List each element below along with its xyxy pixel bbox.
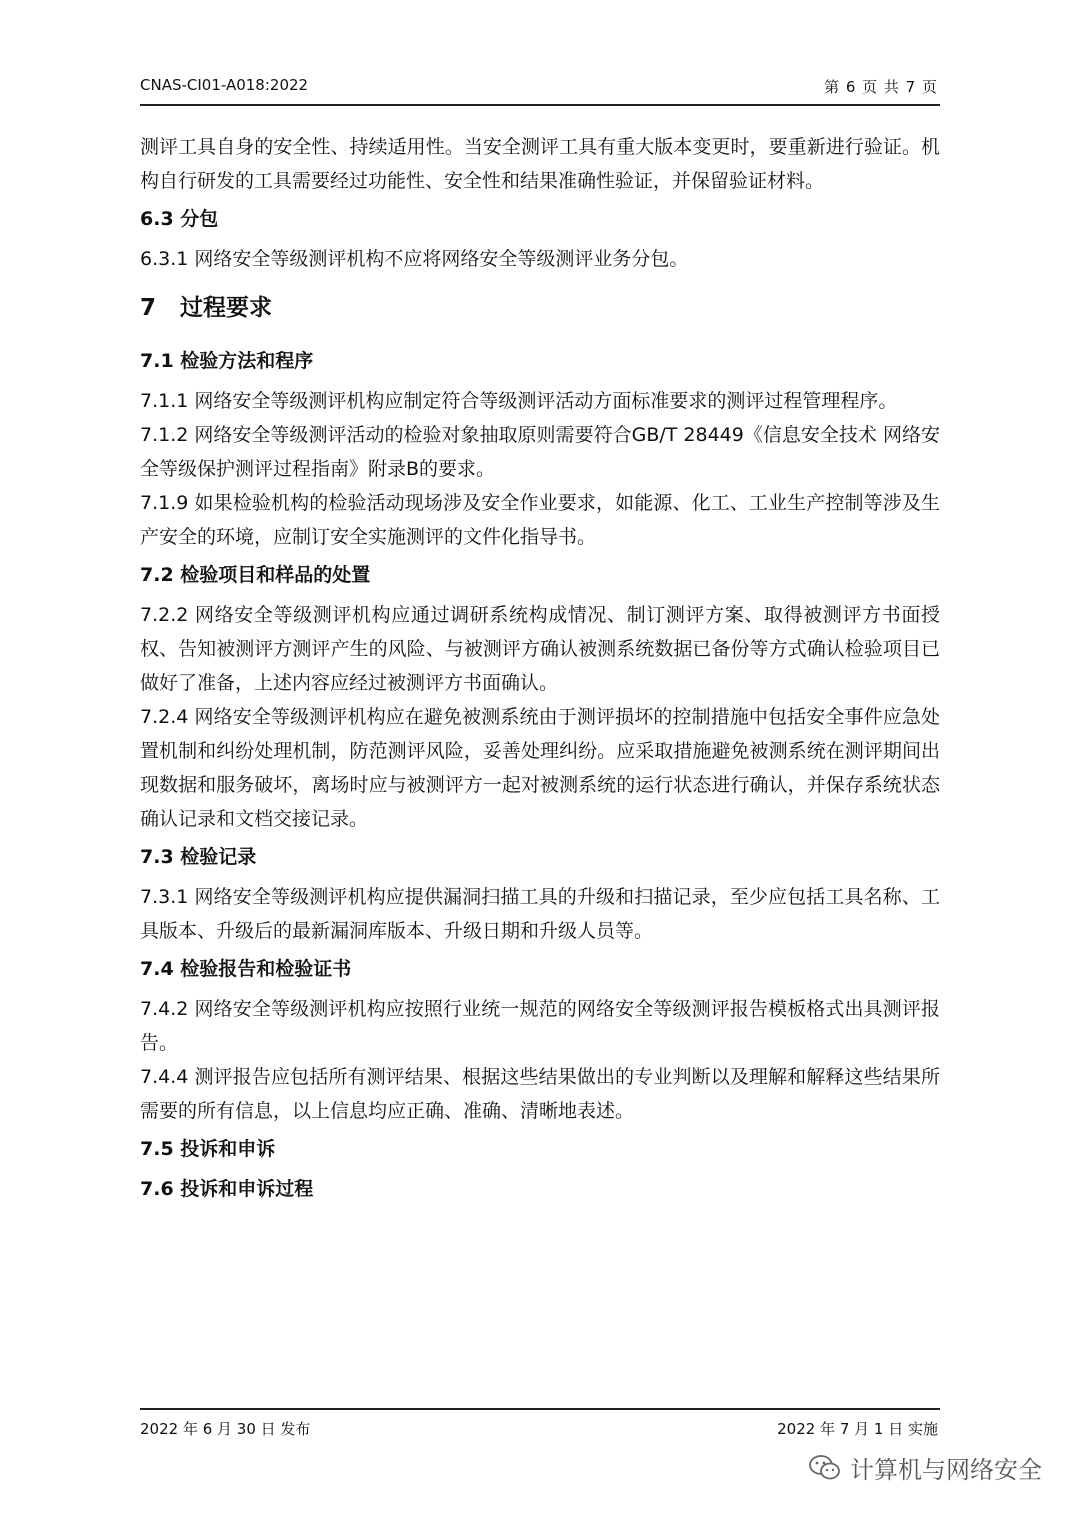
clause-7-2-2: 7.2.2 网络安全等级测评机构应通过调研系统构成情况、制订测评方案、取得被测评方书面授权、告知被测评方测评产生的风险、与被测评方确认被测系统数据已备份等方式确认检验项目已做好了准备，上述内容应经过被测评方书面确认。 bbox=[140, 604, 940, 694]
document-body bbox=[140, 130, 940, 1212]
section-heading-7-4: 7.4 检验报告和检验证书 bbox=[140, 958, 352, 980]
paragraph-continued: 测评工具自身的安全性、持续适用性。当安全测评工具有重大版本变更时，要重新进行验证。机构自行研发的工具需要经过功能性、安全性和结果准确性验证，并保留验证材料。 bbox=[140, 136, 940, 192]
page-info: 第 6 页 共 7 页 bbox=[824, 78, 938, 96]
wechat-icon bbox=[808, 1454, 842, 1482]
header-rule bbox=[140, 104, 940, 106]
section-heading-7-6: 7.6 投诉和申诉过程 bbox=[140, 1178, 314, 1200]
footer-rule bbox=[140, 1408, 940, 1410]
publish-date: 2022 年 6 月 30 日 发布 bbox=[140, 1420, 311, 1438]
watermark-text: 计算机与网络安全 bbox=[850, 1456, 1042, 1484]
section-heading-6-3: 6.3 分包 bbox=[140, 208, 219, 230]
clause-7-4-4: 7.4.4 测评报告应包括所有测评结果、根据这些结果做出的专业判断以及理解和解释这些结果所需要的所有信息，以上信息均应正确、准确、清晰地表述。 bbox=[140, 1066, 940, 1122]
clause-7-3-1: 7.3.1 网络安全等级测评机构应提供漏洞扫描工具的升级和扫描记录，至少应包括工具名称、工具版本、升级后的最新漏洞库版本、升级日期和升级人员等。 bbox=[140, 886, 940, 942]
clause-6-3-1: 6.3.1 网络安全等级测评机构不应将网络安全等级测评业务分包。 bbox=[140, 248, 689, 270]
clause-7-1-1: 7.1.1 网络安全等级测评机构应制定符合等级测评活动方面标准要求的测评过程管理程序。 bbox=[140, 390, 898, 412]
chapter-number: 7 bbox=[140, 295, 157, 321]
chapter-title: 过程要求 bbox=[180, 295, 272, 321]
watermark bbox=[808, 1450, 1042, 1485]
section-heading-7-1: 7.1 检验方法和程序 bbox=[140, 350, 314, 372]
section-heading-7-2: 7.2 检验项目和样品的处置 bbox=[140, 564, 371, 586]
section-heading-7-3: 7.3 检验记录 bbox=[140, 846, 257, 868]
clause-7-1-9: 7.1.9 如果检验机构的检验活动现场涉及安全作业要求，如能源、化工、工业生产控制等涉及生产安全的环境，应制订安全实施测评的文件化指导书。 bbox=[140, 492, 940, 548]
effective-date: 2022 年 7 月 1 日 实施 bbox=[777, 1420, 938, 1438]
chapter-heading-7 bbox=[140, 288, 940, 328]
doc-code: CNAS-CI01-A018:2022 bbox=[140, 76, 309, 94]
section-heading-7-5: 7.5 投诉和申诉 bbox=[140, 1138, 276, 1160]
clause-7-2-4: 7.2.4 网络安全等级测评机构应在避免被测系统由于测评损坏的控制措施中包括安全事件应急处置机制和纠纷处理机制，防范测评风险，妥善处理纠纷。应采取措施避免被测系统在测评期间出现数据和服务破坏，离场时应与被测评方一起对被测系统的运行状态进行确认，并保存系统状态确认记录和文档交接记录。 bbox=[140, 706, 940, 830]
clause-7-1-2: 7.1.2 网络安全等级测评活动的检验对象抽取原则需要符合GB/T 28449《信息安全技术 网络安全等级保护测评过程指南》附录B的要求。 bbox=[140, 424, 940, 480]
clause-7-4-2: 7.4.2 网络安全等级测评机构应按照行业统一规范的网络安全等级测评报告模板格式出具测评报告。 bbox=[140, 998, 940, 1054]
